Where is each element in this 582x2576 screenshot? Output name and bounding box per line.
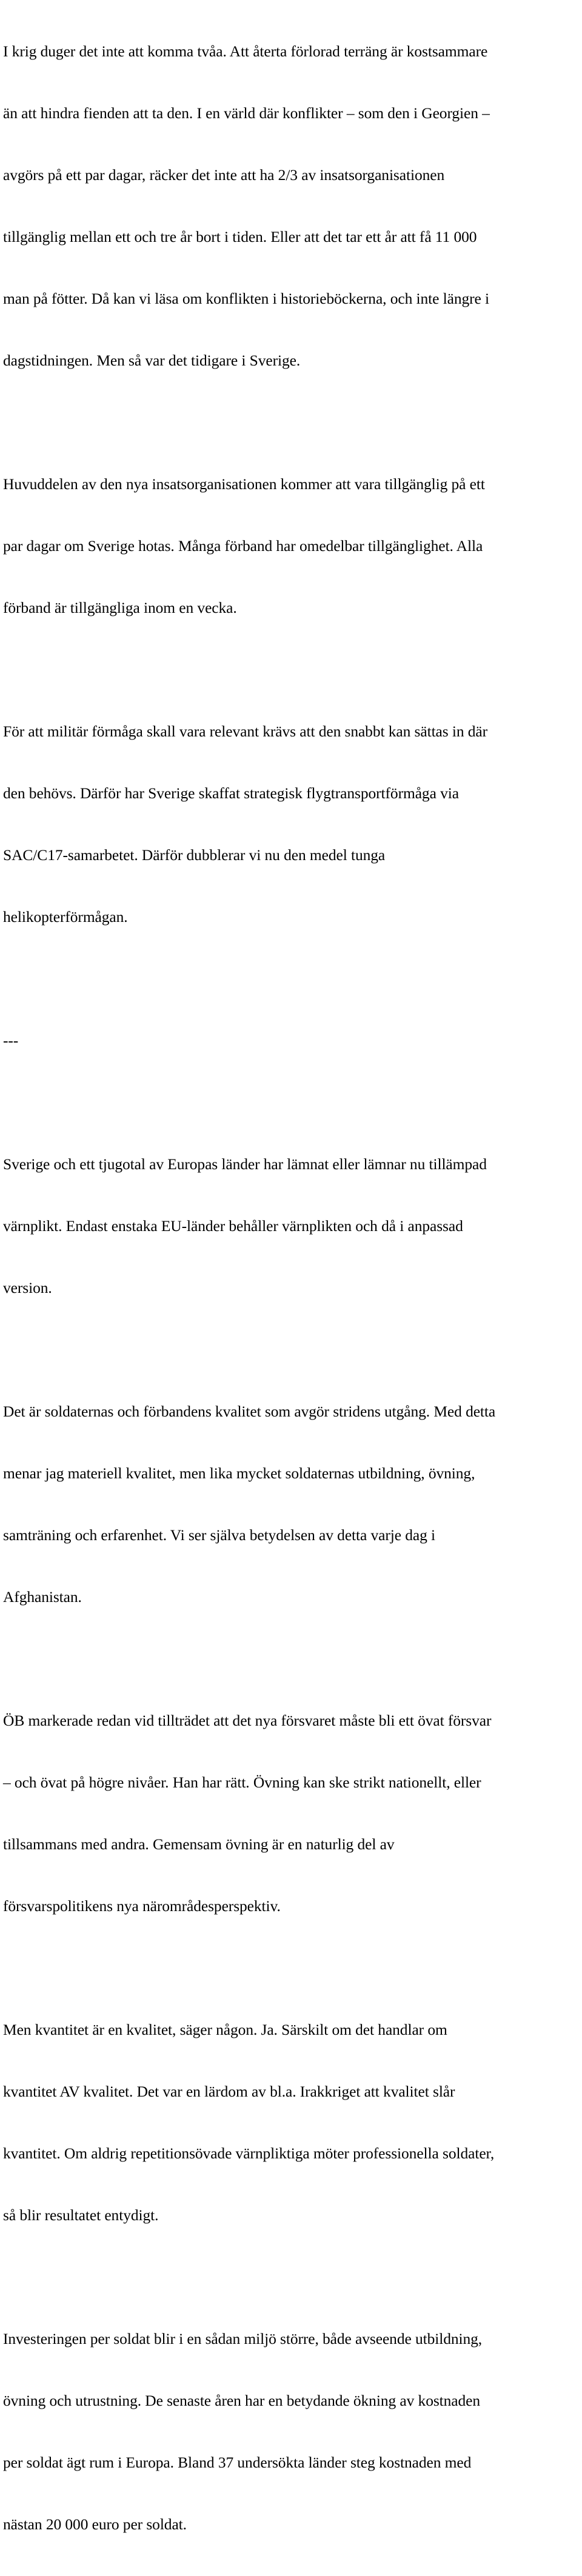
text-line: förband är tillgängliga inom en vecka. (3, 599, 237, 616)
separator-text: --- (3, 1032, 19, 1049)
text-line: tillgänglig mellan ett och tre år bort i tiden. Eller att det tar ett år att få 11 000 (3, 228, 477, 245)
document-page (3, 0, 582, 2576)
section-separator (3, 989, 582, 1092)
text-line: För att militär förmåga skall vara relevant krävs att den snabbt kan sättas in där (3, 722, 488, 740)
text-line: Huvuddelen av den nya insatsorganisationen kommer att vara tillgänglig på ett (3, 475, 485, 493)
text-line: I krig duger det inte att komma tvåa. Att återta förlorad terräng är kostsammare (3, 42, 488, 60)
paragraph-5 (3, 1360, 582, 1649)
text-line: per soldat ägt rum i Europa. Bland 37 undersökta länder steg kostnaden med (3, 2454, 472, 2471)
text-line: försvarspolitikens nya närområdesperspektiv. (3, 1897, 281, 1915)
text-line: än att hindra fienden att ta den. I en värld där konflikter – som den i Georgien – (3, 104, 490, 122)
paragraph-2 (3, 433, 582, 659)
paragraph-4 (3, 1113, 582, 1340)
text-line: Investeringen per soldat blir i en sådan miljö större, både avseende utbildning, (3, 2330, 483, 2347)
text-line: ÖB markerade redan vid tillträdet att det nya försvaret måste bli ett övat försvar (3, 1712, 492, 1729)
text-line: kvantitet AV kvalitet. Det var en lärdom av bl.a. Irakkriget att kvalitet slår (3, 2083, 455, 2100)
text-line: – och övat på högre nivåer. Han har rätt. Övning kan ske strikt nationellt, eller (3, 1774, 481, 1791)
text-line: helikopterförmågan. (3, 908, 128, 926)
text-line: man på fötter. Då kan vi läsa om konflikten i historieböckerna, och inte längre i (3, 290, 489, 307)
text-line: nästan 20 000 euro per soldat. (3, 2515, 187, 2533)
text-line: Sverige och ett tjugotal av Europas länder har lämnat eller lämnar nu tillämpad (3, 1155, 487, 1173)
text-line: avgörs på ett par dagar, räcker det inte att ha 2/3 av insatsorganisationen (3, 166, 445, 184)
text-line: övning och utrustning. De senaste åren har en betydande ökning av kostnaden (3, 2392, 481, 2409)
paragraph-7 (3, 1978, 582, 2267)
text-line: par dagar om Sverige hotas. Många förband har omedelbar tillgänglighet. Alla (3, 537, 483, 555)
text-line: tillsammans med andra. Gemensam övning är en naturlig del av (3, 1835, 395, 1853)
text-line: Men kvantitet är en kvalitet, säger någon. Ja. Särskilt om det handlar om (3, 2021, 447, 2038)
text-line: samträning och erfarenhet. Vi ser själva betydelsen av detta varje dag i (3, 1526, 436, 1544)
text-line: den behövs. Därför har Sverige skaffat strategisk flygtransportförmåga via (3, 784, 459, 802)
text-line: Det är soldaternas och förbandens kvalitet som avgör stridens utgång. Med detta (3, 1403, 496, 1420)
text-line: så blir resultatet entydigt. (3, 2206, 159, 2224)
text-line: kvantitet. Om aldrig repetitionsövade värnpliktiga möter professionella soldater, (3, 2144, 495, 2162)
paragraph-8 (3, 2287, 582, 2576)
text-line: version. (3, 1279, 52, 1296)
paragraph-6 (3, 1669, 582, 1958)
text-line: menar jag materiell kvalitet, men lika mycket soldaternas utbildning, övning, (3, 1464, 475, 1482)
text-line: värnplikt. Endast enstaka EU-länder behåller värnplikten och då i anpassad (3, 1217, 463, 1235)
text-line: dagstidningen. Men så var det tidigare i Sverige. (3, 352, 301, 369)
text-line: Afghanistan. (3, 1588, 82, 1606)
text-line: SAC/C17-samarbetet. Därför dubblerar vi nu den medel tunga (3, 846, 386, 864)
paragraph-3 (3, 680, 582, 969)
paragraph-1 (3, 0, 582, 412)
